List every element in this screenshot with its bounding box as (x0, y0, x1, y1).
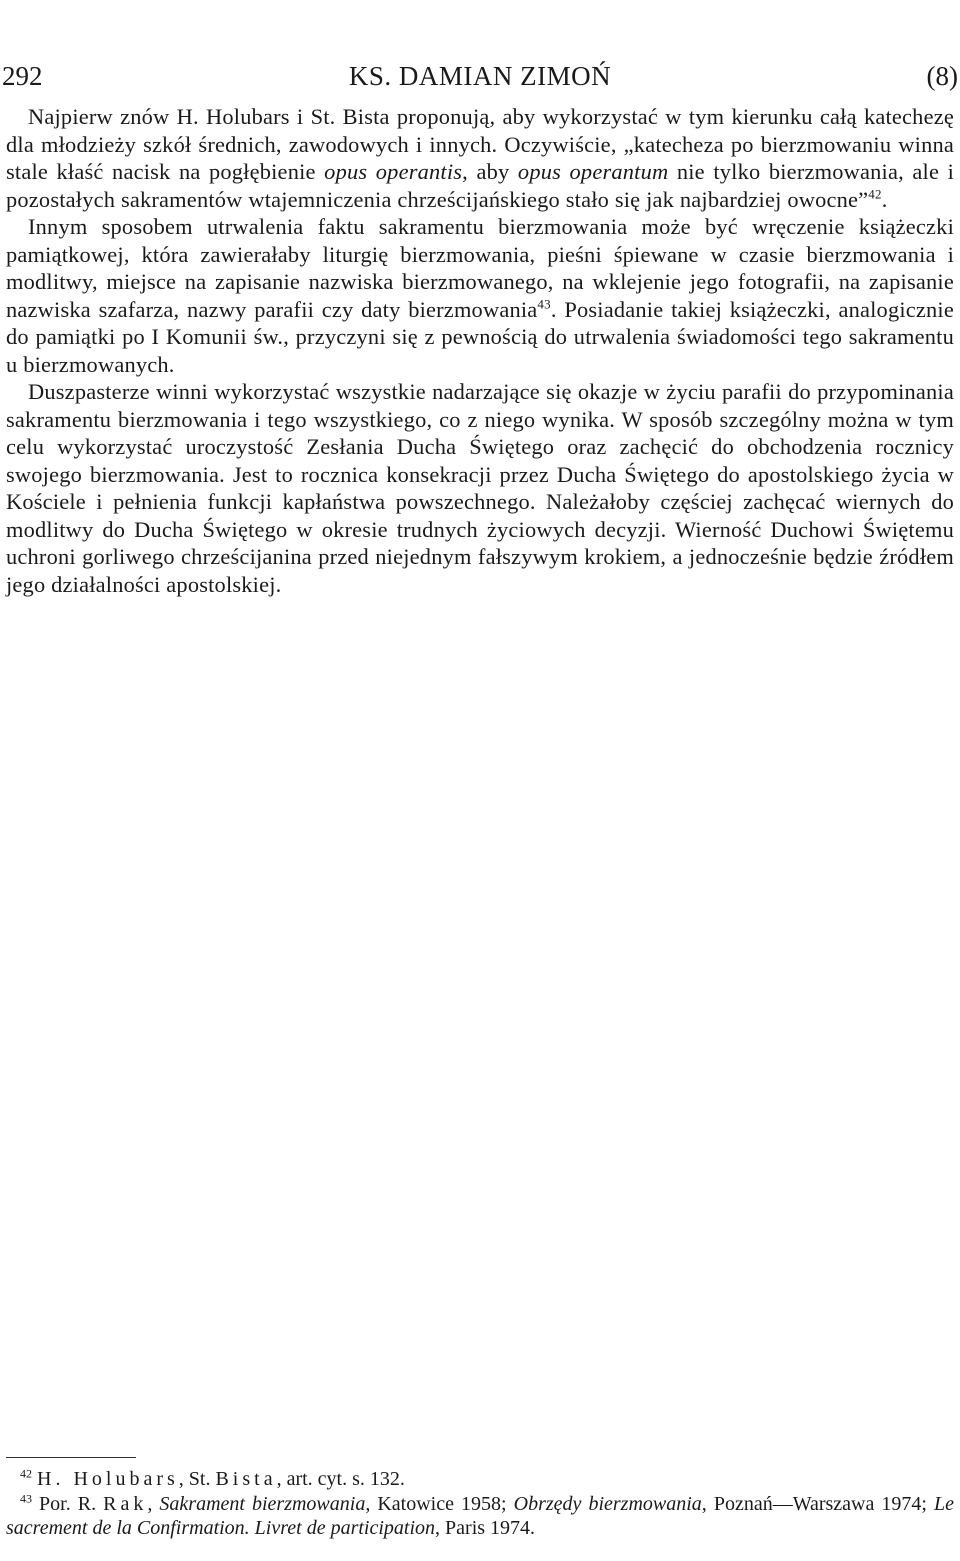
text-run: Innym sposobem utrwalenia faktu sakramentu bierzmowania może być wręczenie książeczki pamiątkowej, która zawierałaby liturgię bierzmowania, pieśni śpiewane w czasie bierzmowania i modlitwy, miejsce na zapisanie nazwiska bierzmowanego, na wklejenie jego fotografii, na zapisanie nazwiska szafarza, nazwy parafii czy daty bierzmowania (6, 214, 954, 322)
text-run: Duszpasterze winni wykorzystać wszystkie nadarzające się okazje w życiu parafii do przypominania sakramentu bierzmowania i tego wszystkiego, co z niego wynika. W sposób szczególny można w tym celu wykorzystać uroczystość Zesłania Ducha Świętego oraz zachęcić do obchodzenia rocznicy swojego bierzmowania. Jest to rocznica konsekracji przez Ducha Świętego do apostolskiego życia w Kościele i pełnienia funkcji kapłaństwa powszechnego. Należałoby częściej zachęcać wiernych do modlitwy do Ducha Świętego w okresie trudnych życiowych decyzji. Wierność Duchowi Świętemu uchroni gorliwego chrześcijanina przed niejednym fałszywym krokiem, a jednocześnie będzie źródłem jego działalności apostolskiej. (6, 379, 954, 597)
italic-text: Le sacrement de la Confirmation. Livret de participation (6, 1492, 955, 1539)
text-run: Najpierw znów H. Holubars i St. Bista proponują, aby wykorzystać w tym kierunku całą katechezę dla młodzieży szkół średnich, zawodowych i innych. Oczywiście, „katecheza po bierzmowaniu winna stale kłaść nacisk na pogłębienie (6, 104, 954, 184)
author-name: Rak (103, 1492, 148, 1515)
text-run: , aby (462, 159, 518, 184)
text-run: nie tylko bierzmowania, ale i pozostałych sakramentów wtajemniczenia chrześcijańskiego stało się jak najbardziej owocne” (6, 159, 955, 212)
footnote (6, 1467, 954, 1492)
italic-text: opus operantis (324, 159, 463, 184)
footnote-ref: 42 (868, 186, 882, 202)
text-run: , Katowice 1958; (365, 1492, 514, 1515)
text-run: , Paris 1974. (435, 1517, 536, 1539)
italic-text: Sakrament bierzmowania (159, 1492, 366, 1515)
author-name: Bista (215, 1468, 277, 1490)
page-header (2, 58, 958, 94)
footnote-ref: 43 (537, 296, 551, 312)
paragraph (6, 213, 954, 378)
footnote (6, 1492, 954, 1541)
text-run: , (147, 1492, 160, 1515)
footnote-ref: 42 (20, 1466, 32, 1481)
footnote-ref: 43 (20, 1490, 32, 1505)
text-run: , Poznań—Warszawa 1974; (701, 1492, 935, 1515)
text-run: , St. (178, 1468, 216, 1490)
paragraph (6, 103, 954, 213)
footnotes (6, 1467, 954, 1541)
italic-text: Obrzędy bierzmowania (513, 1492, 702, 1515)
paragraph (6, 378, 954, 598)
footnote-divider (6, 1457, 136, 1458)
text-run: Por. R. (32, 1492, 104, 1515)
text-run: . Posiadanie takiej książeczki, analogicznie do pamiątki po I Komunii św., przyczyni się z pewnością do utrwalenia świadomości tego sakramentu u bierzmowanych. (6, 296, 954, 377)
author-name: H. Holubars (37, 1468, 179, 1490)
section-number: (8) (926, 61, 958, 91)
text-run: . (881, 186, 888, 212)
page-number: 292 (2, 61, 43, 91)
running-title: KS. DAMIAN ZIMOŃ (348, 61, 612, 91)
main-text (6, 103, 954, 598)
italic-text: opus operantum (517, 159, 669, 184)
text-run: , art. cyt. s. 132. (276, 1468, 405, 1490)
